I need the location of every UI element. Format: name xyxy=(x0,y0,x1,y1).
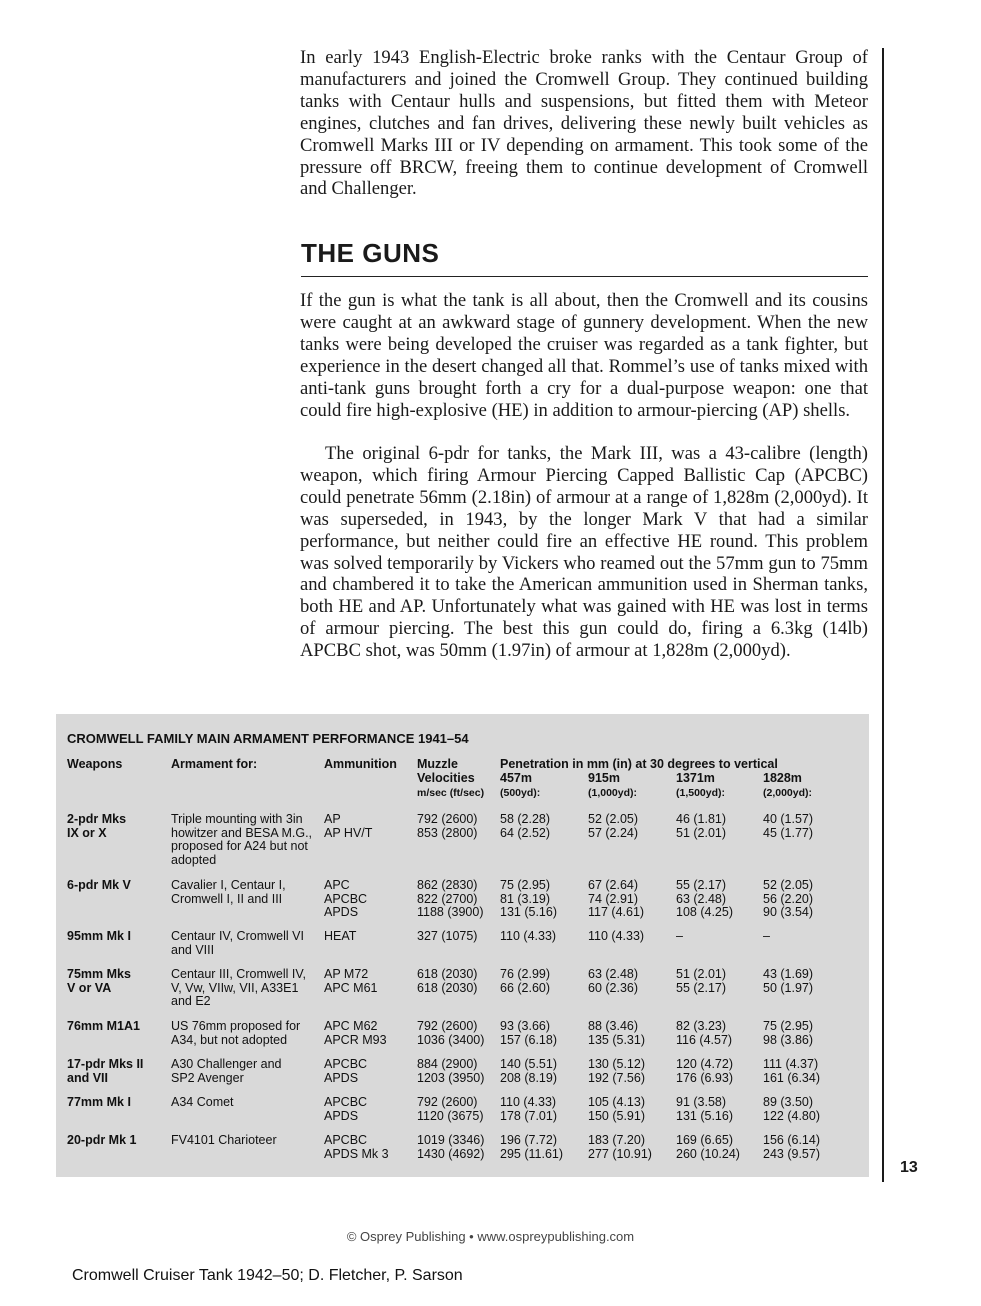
cell-weapon: 76mm M1A1 xyxy=(67,1019,140,1033)
header-ammunition: Ammunition xyxy=(324,757,397,771)
cell-pen-915: 183 (7.20) 277 (10.91) xyxy=(588,1133,652,1161)
cell-ammunition: HEAT xyxy=(324,929,357,943)
header-velocity-units: m/sec (ft/sec) xyxy=(417,787,485,799)
cell-velocity: 884 (2900) 1203 (3950) xyxy=(417,1057,485,1085)
cell-pen-457: 110 (4.33) 178 (7.01) xyxy=(500,1095,557,1123)
table-title: CROMWELL FAMILY MAIN ARMAMENT PERFORMANCE 1941–54 xyxy=(67,731,469,746)
cell-ammunition: APCBC APDS Mk 3 xyxy=(324,1133,389,1161)
cell-armament-for: A34 Comet xyxy=(171,1095,234,1109)
cell-pen-1828: 111 (4.37) 161 (6.34) xyxy=(763,1057,820,1085)
cell-velocity: 792 (2600) 1120 (3675) xyxy=(417,1095,484,1123)
cell-weapon: 2-pdr Mks IX or X xyxy=(67,812,127,840)
cell-ammunition: AP M72 APC M61 xyxy=(324,967,378,995)
cell-pen-457: 58 (2.28) 64 (2.52) xyxy=(500,812,551,840)
footer-credit: © Osprey Publishing • www.ospreypublishing.com xyxy=(346,1229,635,1244)
cell-pen-915: 110 (4.33) xyxy=(588,929,645,943)
body-paragraph: The original 6-pdr for tanks, the Mark III, was a 43-calibre (length) weapon, which firing Armour Piercing Capped Ballistic Cap (APCBC) could penetrate 56mm (2.18in) of armour at a range of 1,828m (2,000yd). It was superseded, in 1943, by the longer Mark V that had a similar performance, but neither could fire an effective HE round. This problem was solved temporarily by Vickers who reamed out the 57mm gun to 75mm and chambered it to take the American ammunition used in Sherman tanks, both HE and AP. Unfortunately what was gained with HE was lost in terms of armour piercing. The best this gun could do, firing a 6.3kg (14lb) APCBC shot, was 50mm (1.97in) of armour at 1,828m (2,000yd). xyxy=(300,443,868,662)
cell-pen-915: 130 (5.12) 192 (7.56) xyxy=(588,1057,645,1085)
cell-pen-1371: 91 (3.58) 131 (5.16) xyxy=(676,1095,733,1123)
cell-pen-457: 76 (2.99) 66 (2.60) xyxy=(500,967,551,995)
cell-velocity: 1019 (3346) 1430 (4692) xyxy=(417,1133,485,1161)
cell-pen-915: 63 (2.48) 60 (2.36) xyxy=(588,967,639,995)
cell-pen-1371: 82 (3.23) 116 (4.57) xyxy=(676,1019,733,1047)
cell-velocity: 327 (1075) xyxy=(417,929,478,943)
cell-pen-915: 52 (2.05) 57 (2.24) xyxy=(588,812,639,840)
cell-weapon: 75mm Mks V or VA xyxy=(67,967,131,995)
heading-divider xyxy=(301,276,868,277)
cell-armament-for: FV4101 Charioteer xyxy=(171,1133,277,1147)
cell-pen-1828: – xyxy=(763,929,770,943)
margin-rule xyxy=(882,48,884,1182)
cell-pen-1828: 89 (3.50) 122 (4.80) xyxy=(763,1095,820,1123)
cell-pen-1371: 55 (2.17) 63 (2.48) 108 (4.25) xyxy=(676,878,733,920)
header-weapons: Weapons xyxy=(67,757,123,771)
cell-pen-457: 93 (3.66) 157 (6.18) xyxy=(500,1019,557,1047)
header-penetration: Penetration in mm (in) at 30 degrees to vertical xyxy=(500,757,778,771)
header-muzzle: Muzzle xyxy=(417,757,458,771)
intro-paragraph: In early 1943 English-Electric broke ranks with the Centaur Group of manufacturers and joined the Cromwell Group. They continued building tanks with Centaur hulls and suspensions, but fitted them with Meteor engines, clutches and fan drives, delivering these newly built vehicles as Cromwell Marks III or IV depending on armament. This took some of the pressure off BRCW, freeing them to continue development of Cromwell and Challenger. xyxy=(300,47,868,200)
header-range-metres: 1828m xyxy=(763,771,802,785)
cell-armament-for: Centaur III, Cromwell IV, V, Vw, VIIw, VII, A33E1 and E2 xyxy=(171,967,307,1009)
cell-armament-for: A30 Challenger and SP2 Avenger xyxy=(171,1057,282,1085)
cell-armament-for: Centaur IV, Cromwell VI and VIII xyxy=(171,929,304,957)
cell-weapon: 77mm Mk I xyxy=(67,1095,131,1109)
cell-ammunition: APC M62 APCR M93 xyxy=(324,1019,387,1047)
cell-pen-457: 196 (7.72) 295 (11.61) xyxy=(500,1133,564,1161)
citation: Cromwell Cruiser Tank 1942–50; D. Fletcher, P. Sarson xyxy=(72,1267,463,1284)
header-range-metres: 457m xyxy=(500,771,532,785)
cell-pen-1371: 46 (1.81) 51 (2.01) xyxy=(676,812,727,840)
cell-weapon: 6-pdr Mk V xyxy=(67,878,131,892)
cell-velocity: 792 (2600) 853 (2800) xyxy=(417,812,478,840)
cell-pen-457: 75 (2.95) 81 (3.19) 131 (5.16) xyxy=(500,878,557,920)
header-range-metres: 1371m xyxy=(676,771,715,785)
armament-table xyxy=(56,714,869,1177)
body-paragraph: If the gun is what the tank is all about, then the Cromwell and its cousins were caught at an awkward stage of gunnery development. When the new tanks were being developed the cruiser was regarded as a tank fighter, but experience in the desert changed all that. Rommel’s use of tanks mixed with anti-tank guns brought forth a cry for a dual-purpose weapon: one that could fire high-explosive (HE) in addition to armour-piercing (AP) shells. xyxy=(300,290,868,421)
cell-pen-1371: – xyxy=(676,929,683,943)
header-armament-for: Armament for: xyxy=(171,757,258,771)
cell-pen-1371: 120 (4.72) 176 (6.93) xyxy=(676,1057,733,1085)
cell-armament-for: Cavalier I, Centaur I, Cromwell I, II and III xyxy=(171,878,286,906)
cell-ammunition: AP AP HV/T xyxy=(324,812,373,840)
cell-ammunition: APC APCBC APDS xyxy=(324,878,368,920)
header-range-yards: (1,000yd): xyxy=(588,787,638,799)
cell-pen-1828: 75 (2.95) 98 (3.86) xyxy=(763,1019,814,1047)
cell-pen-1828: 43 (1.69) 50 (1.97) xyxy=(763,967,814,995)
header-range-yards: (2,000yd): xyxy=(763,787,813,799)
cell-velocity: 862 (2830) 822 (2700) 1188 (3900) xyxy=(417,878,484,920)
cell-velocity: 792 (2600) 1036 (3400) xyxy=(417,1019,485,1047)
cell-pen-1828: 40 (1.57) 45 (1.77) xyxy=(763,812,814,840)
header-range-yards: (500yd): xyxy=(500,787,541,799)
cell-pen-1828: 52 (2.05) 56 (2.20) 90 (3.54) xyxy=(763,878,814,920)
cell-pen-457: 110 (4.33) xyxy=(500,929,557,943)
cell-velocity: 618 (2030) 618 (2030) xyxy=(417,967,478,995)
cell-pen-457: 140 (5.51) 208 (8.19) xyxy=(500,1057,557,1085)
cell-pen-1371: 51 (2.01) 55 (2.17) xyxy=(676,967,727,995)
cell-pen-915: 105 (4.13) 150 (5.91) xyxy=(588,1095,645,1123)
cell-ammunition: APCBC APDS xyxy=(324,1057,368,1085)
cell-pen-915: 88 (3.46) 135 (5.31) xyxy=(588,1019,645,1047)
cell-pen-1828: 156 (6.14) 243 (9.57) xyxy=(763,1133,820,1161)
cell-weapon: 95mm Mk I xyxy=(67,929,131,943)
cell-ammunition: APCBC APDS xyxy=(324,1095,368,1123)
cell-pen-915: 67 (2.64) 74 (2.91) 117 (4.61) xyxy=(588,878,645,920)
header-range-metres: 915m xyxy=(588,771,620,785)
section-heading: THE GUNS xyxy=(301,238,440,268)
cell-armament-for: US 76mm proposed for A34, but not adopted xyxy=(171,1019,301,1047)
header-velocities: Velocities xyxy=(417,771,475,785)
header-range-yards: (1,500yd): xyxy=(676,787,726,799)
cell-armament-for: Triple mounting with 3in howitzer and BESA M.G., proposed for A24 but not adopted xyxy=(171,812,313,867)
cell-pen-1371: 169 (6.65) 260 (10.24) xyxy=(676,1133,740,1161)
page-number: 13 xyxy=(900,1159,918,1176)
cell-weapon: 17-pdr Mks II and VII xyxy=(67,1057,144,1085)
cell-weapon: 20-pdr Mk 1 xyxy=(67,1133,137,1147)
